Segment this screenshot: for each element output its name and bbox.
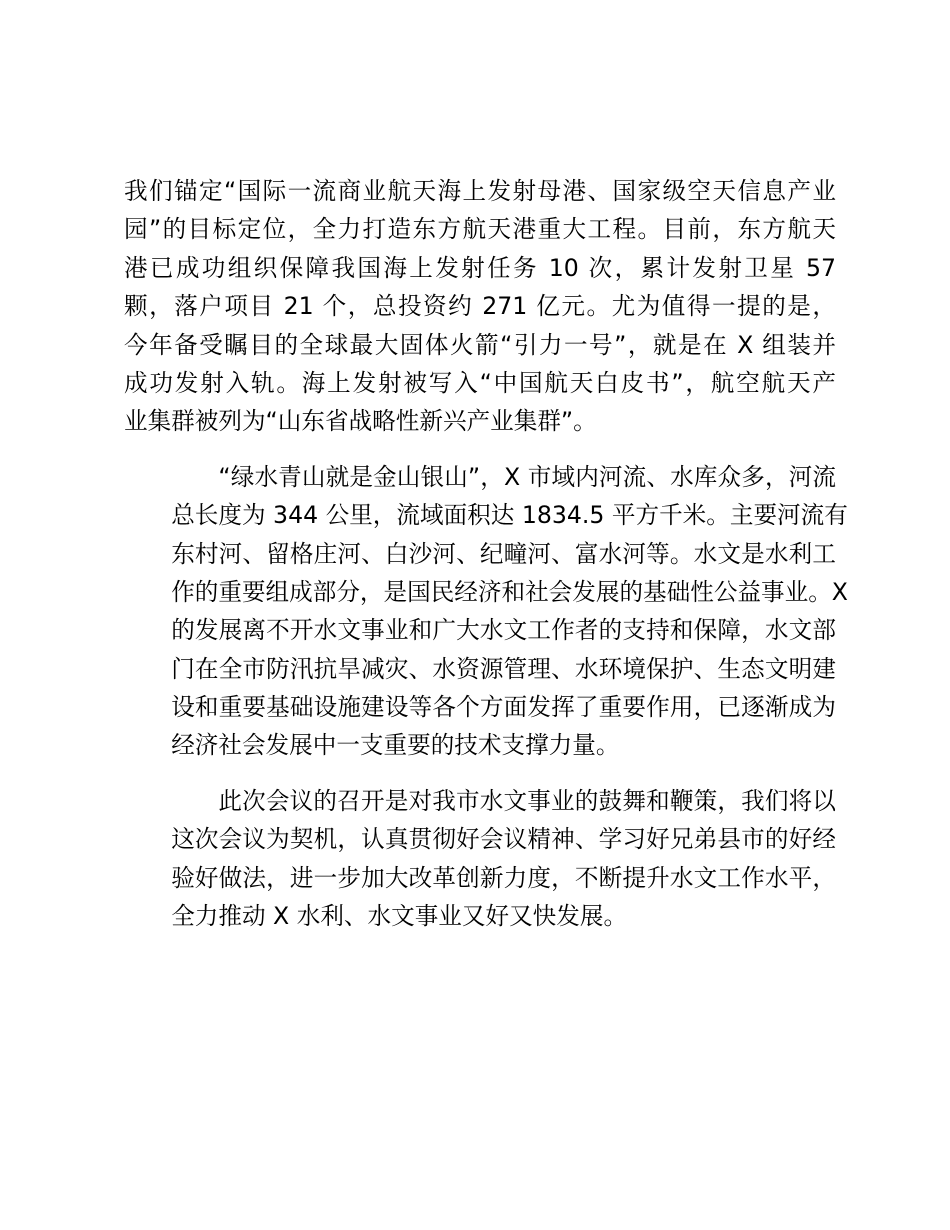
text-line: 验好做法，进一步加大改革创新力度，不断提升水文工作水平， bbox=[171, 863, 836, 892]
text-line: 成功发射入轨。海上发射被写入“中国航天白皮书”，航空航天产 bbox=[124, 368, 836, 397]
text-line: 园”的目标定位，全力打造东方航天港重大工程。目前，东方航天 bbox=[124, 215, 836, 244]
text-line: 设和重要基础设施建设等各个方面发挥了重要作用，已逐渐成为 bbox=[171, 693, 836, 722]
text-line: 东村河、留格庄河、白沙河、纪疃河、富水河等。水文是水利工 bbox=[171, 539, 836, 568]
text-line: 这次会议为契机，认真贯彻好会议精神、学习好兄弟县市的好经 bbox=[171, 825, 836, 854]
document-body bbox=[124, 172, 848, 935]
text-line: 此次会议的召开是对我市水文事业的鼓舞和鞭策，我们将以 bbox=[218, 786, 836, 815]
text-line: 颗，落户项目 21 个，总投资约 271 亿元。尤为值得一提的是， bbox=[124, 292, 836, 321]
paragraph-aerospace bbox=[124, 172, 836, 441]
text-line: 经济社会发展中一支重要的技术支撑力量。 bbox=[171, 731, 620, 760]
text-line: 作的重要组成部分，是国民经济和社会发展的基础性公益事业。X bbox=[171, 577, 848, 606]
text-line: 业集群被列为“山东省战略性新兴产业集群”。 bbox=[124, 407, 597, 436]
text-line: “绿水青山就是金山银山”，X 市域内河流、水库众多，河流 bbox=[218, 462, 836, 491]
paragraph-meeting bbox=[124, 782, 836, 936]
text-line: 总长度为 344 公里，流域面积达 1834.5 平方千米。主要河流有 bbox=[171, 501, 848, 530]
text-line: 的发展离不开水文事业和广大水文工作者的支持和保障，水文部 bbox=[171, 616, 836, 645]
paragraph-hydrology bbox=[124, 458, 848, 765]
text-line: 今年备受瞩目的全球最大固体火箭“引力一号”，就是在 X 组装并 bbox=[124, 330, 836, 359]
text-line: 我们锚定“国际一流商业航天海上发射母港、国家级空天信息产业 bbox=[124, 177, 836, 205]
text-line: 门在全市防汛抗旱减灾、水资源管理、水环境保护、生态文明建 bbox=[171, 654, 836, 683]
text-line: 全力推动 X 水利、水文事业又好又快发展。 bbox=[171, 902, 628, 931]
text-line: 港已成功组织保障我国海上发射任务 10 次，累计发射卫星 57 bbox=[124, 253, 836, 282]
